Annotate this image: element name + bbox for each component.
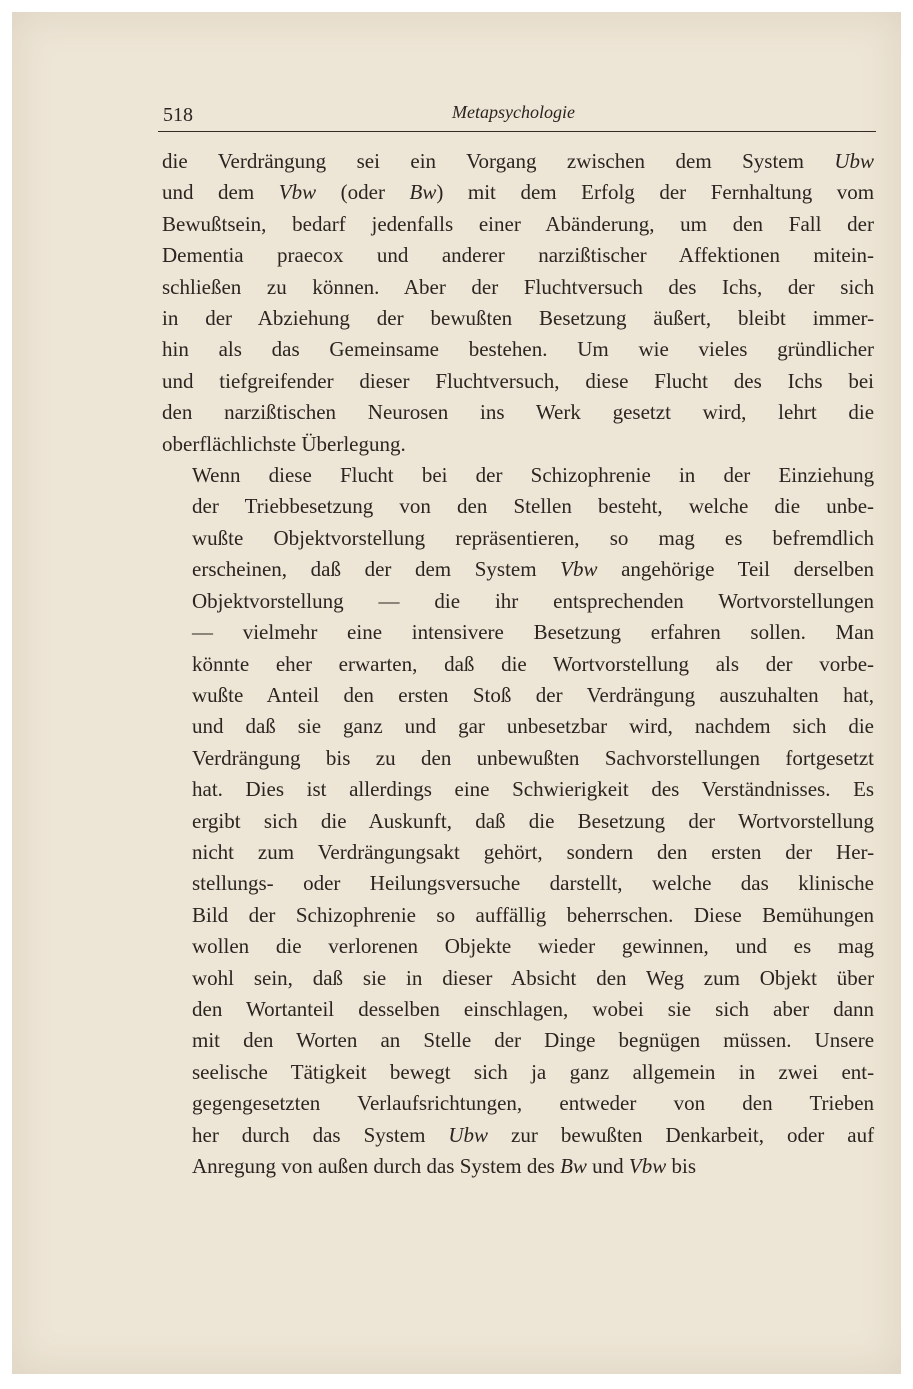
text-line: Bewußtsein, bedarf jedenfalls einer Abänderung, um den Fall der [162,211,874,236]
text-line: die Verdrängung sei ein Vorgang zwischen dem System Ubw [162,149,875,173]
text-line: nicht zum Verdrängungsakt gehört, sondern den ersten der Her- [192,839,875,864]
text-line: seelische Tätigkeit bewegt sich ja ganz allgemein in zwei ent- [192,1059,875,1084]
text-line: Verdrängung bis zu den unbewußten Sachvorstellungen fortgesetzt [192,745,874,770]
text-line: mit den Worten an Stelle der Dinge begnügen müssen. Unsere [192,1028,875,1053]
text-line: Objektvorstellung — die ihr entsprechenden Wortvorstellungen [192,588,875,613]
body-text [162,146,874,1182]
header-rule [158,131,876,132]
text-line: — vielmehr eine intensivere Besetzung erfahren sollen. Man [192,620,875,645]
text-line: Bild der Schizophrenie so auffällig beherrschen. Diese Bemühungen [192,902,875,927]
text-line: in der Abziehung der bewußten Besetzung äußert, bleibt immer- [162,306,875,331]
text-line: Dementia praecox und anderer narzißtischer Affektionen mitein- [162,243,875,268]
text-line: stellungs- oder Heilungsversuche darstellt, welche das klinische [192,871,875,896]
text-line: wollen die verlorenen Objekte wieder gewinnen, und es mag [192,934,875,959]
text-line: der Triebbesetzung von den Stellen besteht, welche die unbe- [192,494,875,519]
text-line: könnte eher erwarten, daß die Wortvorstellung als der vorbe- [192,651,875,676]
text-line: ergibt sich die Auskunft, daß die Besetzung der Wortvorstellung [192,808,874,833]
text-line: wußte Anteil den ersten Stoß der Verdrängung auszuhalten hat, [192,682,874,707]
text-line: den Wortanteil desselben einschlagen, wobei sie sich aber dann [192,996,875,1021]
text-line: hat. Dies ist allerdings eine Schwierigkeit des Verständnisses. Es [192,777,875,802]
page-number: 518 [163,104,193,126]
text-line: Wenn diese Flucht bei der Schizophrenie in der Einziehung [192,463,875,488]
text-line: her durch das System Ubw zur bewußten Denkarbeit, oder auf [192,1122,875,1147]
running-title: Metapsychologie [452,102,575,122]
text-line: den narzißtischen Neurosen ins Werk gesetzt wird, lehrt die [162,400,875,425]
text-line: und tiefgreifender dieser Fluchtversuch, diese Flucht des Ichs bei [162,368,875,393]
paragraph [162,146,874,460]
text-line: wohl sein, daß sie in dieser Absicht den Weg zum Objekt über [192,965,875,990]
paragraph [162,460,874,1182]
text-line: oberflächlichste Überlegung. [162,431,406,456]
text-line: hin als das Gemeinsame bestehen. Um wie vieles gründlicher [162,337,875,362]
text-line: schließen zu können. Aber der Fluchtversuch des Ichs, der sich [162,274,875,299]
text-line: Anregung von außen durch das System des Bw und Vbw bis [192,1154,697,1178]
text-line: gegengesetzten Verlaufsrichtungen, entweder von den Trieben [192,1091,875,1116]
text-line: und daß sie ganz und gar unbesetzbar wird, nachdem sich die [192,714,874,739]
text-line: wußte Objektvorstellung repräsentieren, so mag es befremdlich [192,525,874,550]
text-line: und dem Vbw (oder Bw) mit dem Erfolg der Fernhaltung vom [162,180,875,205]
running-head [160,102,875,130]
text-line: erscheinen, daß der dem System Vbw angehörige Teil derselben [192,557,875,582]
